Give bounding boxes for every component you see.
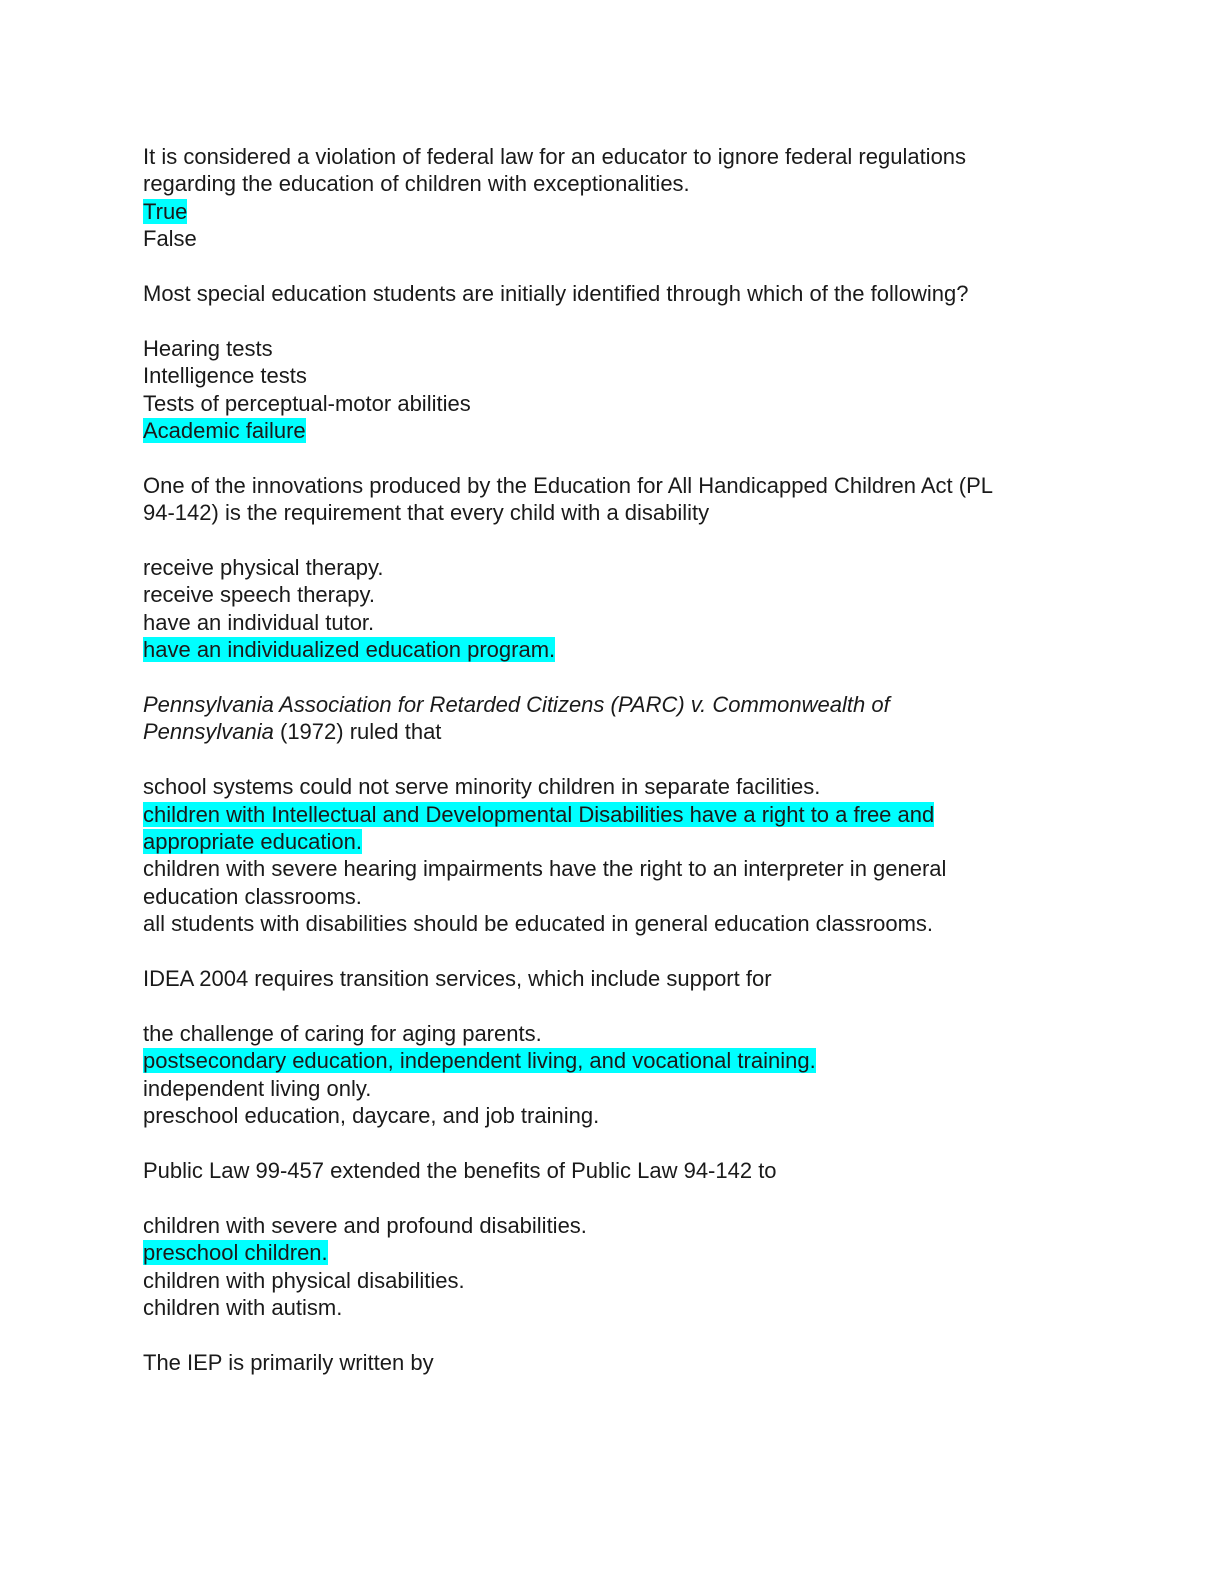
question-5-option-3: independent living only. [143,1075,372,1101]
spacer [143,1184,1083,1211]
question-3-option-3: have an individual tutor. [143,609,375,635]
spacer [143,527,1083,554]
question-4-stem-rest: (1972) ruled that [273,719,442,745]
question-2-option-3: Tests of perceptual-motor abilities [143,390,471,416]
question-4-option-4: all students with disabilities should be educated in general education classrooms. [143,911,934,937]
question-3-option-2: receive speech therapy. [143,582,375,608]
question-3-stem-line-2: 94-142) is the requirement that every child with a disability [143,500,710,526]
question-1-option-2: False [143,226,197,252]
question-6-option-1: children with severe and profound disabilities. [143,1212,587,1238]
highlighted-answer: Academic failure [143,418,306,444]
question-1-option-1 [143,198,1083,225]
question-5-stem: IDEA 2004 requires transition services, which include support for [143,966,772,992]
question-4-option-2-line-1 [143,801,1083,828]
question-4-option-2-line-2 [143,828,1083,855]
spacer [143,307,1083,334]
question-3-option-4 [143,636,1083,663]
question-5-option-1: the challenge of caring for aging parents. [143,1020,542,1046]
spacer [143,992,1083,1019]
highlighted-answer: appropriate education. [143,829,362,855]
question-6-option-3: children with physical disabilities. [143,1267,465,1293]
spacer [143,1321,1083,1348]
highlighted-answer: have an individualized education program. [143,637,556,663]
spacer [143,664,1083,691]
question-4-option-3-line-2: education classrooms. [143,883,362,909]
question-3-stem-line-1: One of the innovations produced by the Education for All Handicapped Children Act (PL [143,472,993,498]
document-body [143,143,1083,1376]
question-3-option-1: receive physical therapy. [143,555,384,581]
question-2-stem: Most special education students are initially identified through which of the following? [143,281,969,307]
question-4-stem-line-1: Pennsylvania Association for Retarded Citizens (PARC) v. Commonwealth of [143,692,890,718]
spacer [143,1130,1083,1157]
question-1-stem-line-1: It is considered a violation of federal law for an educator to ignore federal regulations [143,144,967,169]
question-2-option-1: Hearing tests [143,335,273,361]
question-7-stem: The IEP is primarily written by [143,1349,434,1375]
question-5-option-4: preschool education, daycare, and job training. [143,1103,600,1129]
highlighted-answer: children with Intellectual and Developmental Disabilities have a right to a free and [143,801,935,827]
highlighted-answer: preschool children. [143,1240,328,1266]
question-6-option-4: children with autism. [143,1294,343,1320]
spacer [143,253,1083,280]
spacer [143,444,1083,471]
spacer [143,746,1083,773]
question-2-option-4 [143,417,1083,444]
question-5-option-2 [143,1047,1083,1074]
question-4-stem-line-2 [143,718,1083,745]
case-name-italic: Pennsylvania [143,719,274,745]
question-2-option-2: Intelligence tests [143,363,307,389]
question-6-option-2 [143,1239,1083,1266]
question-4-option-3-line-1: children with severe hearing impairments have the right to an interpreter in general [143,856,947,882]
question-1-stem-line-2: regarding the education of children with exceptionalities. [143,171,690,197]
highlighted-answer: postsecondary education, independent living, and vocational training. [143,1048,816,1074]
highlighted-answer: True [143,198,188,224]
spacer [143,938,1083,965]
question-6-stem: Public Law 99-457 extended the benefits of Public Law 94-142 to [143,1157,777,1183]
question-4-option-1: school systems could not serve minority children in separate facilities. [143,774,821,800]
